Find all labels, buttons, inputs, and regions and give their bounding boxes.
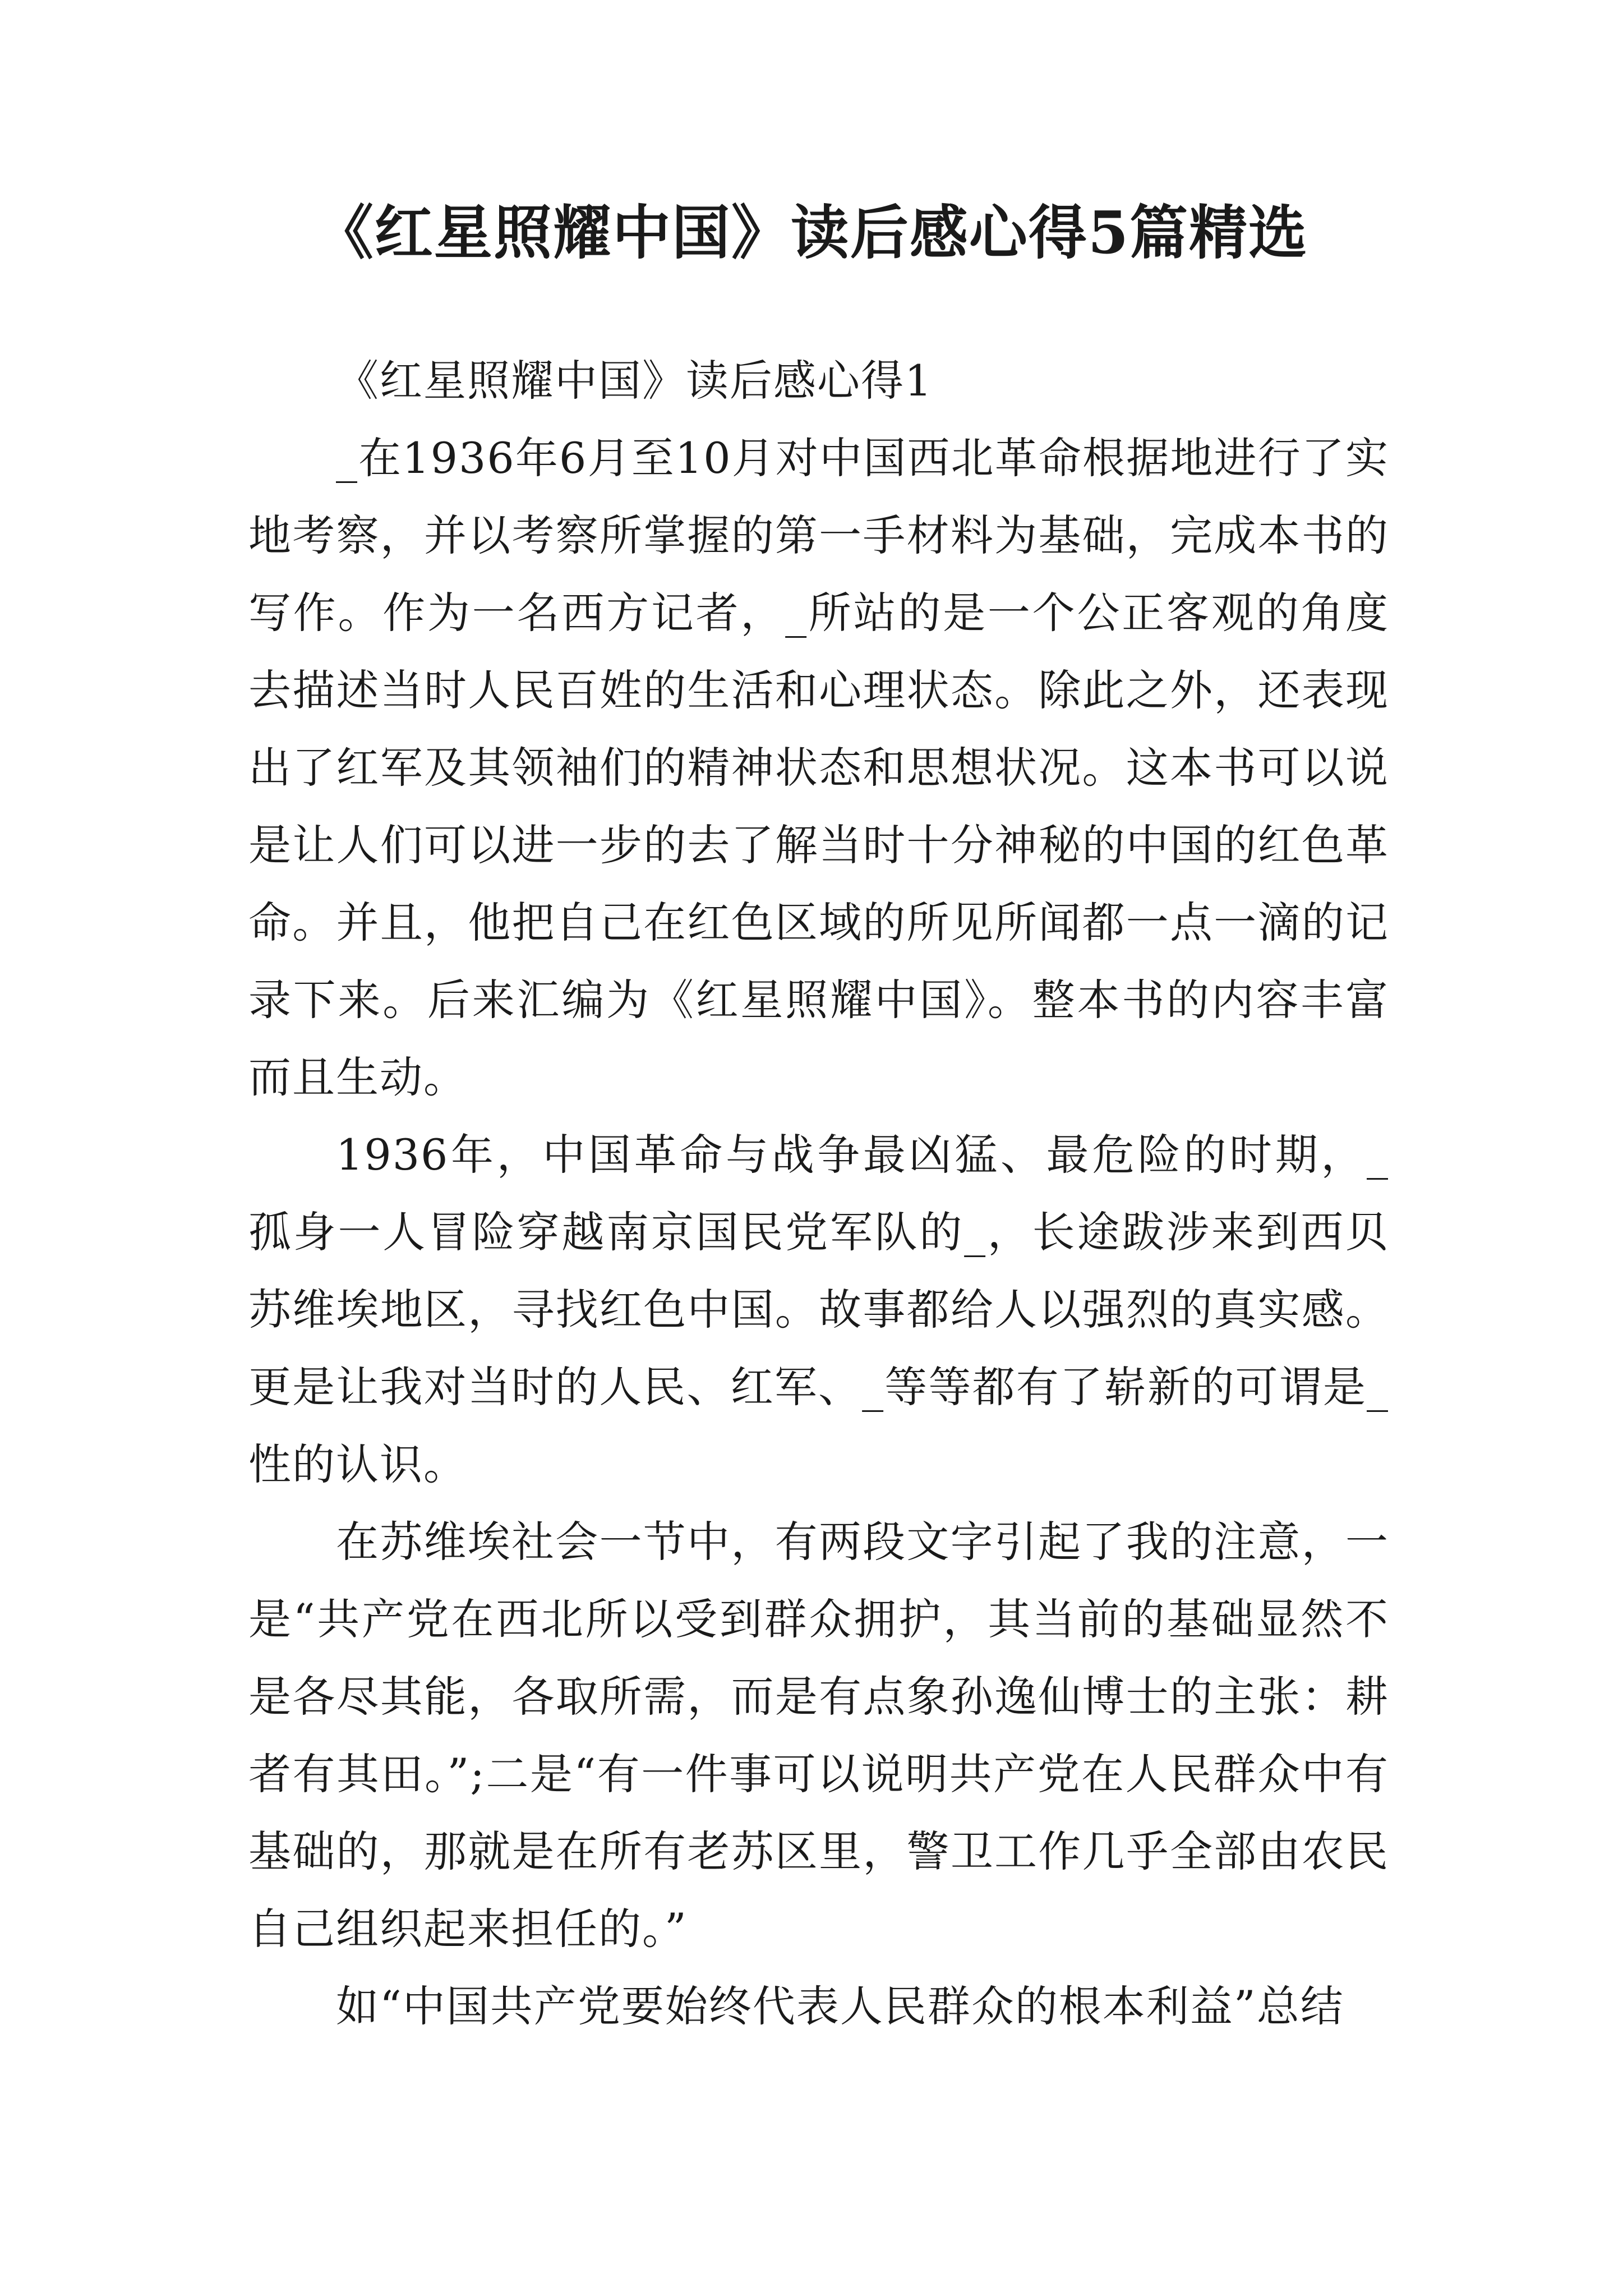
paragraph-2: 1936年，中国革命与战争最凶猛、最危险的时期，_孤身一人冒险穿越南京国民党军队的_，长途跋涉来到西贝苏维埃地区，寻找红色中国。故事都给人以强烈的真实感。更是让我对当时的人民、红军、_等等都有了崭新的可谓是_性的认识。 [248,1130,1389,1489]
paragraph-4: 如“中国共产党要始终代表人民群众的根本利益”总结 [336,1981,1344,2031]
document-title: 《红星照耀中国》读后感心得5篇精选 [315,198,1308,267]
section-heading: 《红星照耀中国》读后感心得1 [336,356,933,406]
paragraph-3: 在苏维埃社会一节中，有两段文字引起了我的注意，一是“共产党在西北所以受到群众拥护，其当前的基础显然不是各尽其能，各取所需，而是有点象孙逸仙博士的主张：耕者有其田。”;二是“有一件事可以说明共产党在人民群众中有基础的，那就是在所有老苏区里，警卫工作几乎全部由农民自己组织起来担任的。” [248,1517,1389,1954]
paragraph-1: _在1936年6月至10月对中国西北革命根据地进行了实地考察，并以考察所掌握的第一手材料为基础，完成本书的写作。作为一名西方记者，_所站的是一个公正客观的角度去描述当时人民百姓的生活和心理状态。除此之外，还表现出了红军及其领袖们的精神状态和思想状况。这本书可以说是让人们可以进一步的去了解当时十分神秘的中国的红色革命。并且，他把自己在红色区域的所见所闻都一点一滴的记录下来。后来汇编为《红星照耀中国》。整本书的内容丰富而且生动。 [248,433,1389,1102]
document-body [248,342,1389,2045]
